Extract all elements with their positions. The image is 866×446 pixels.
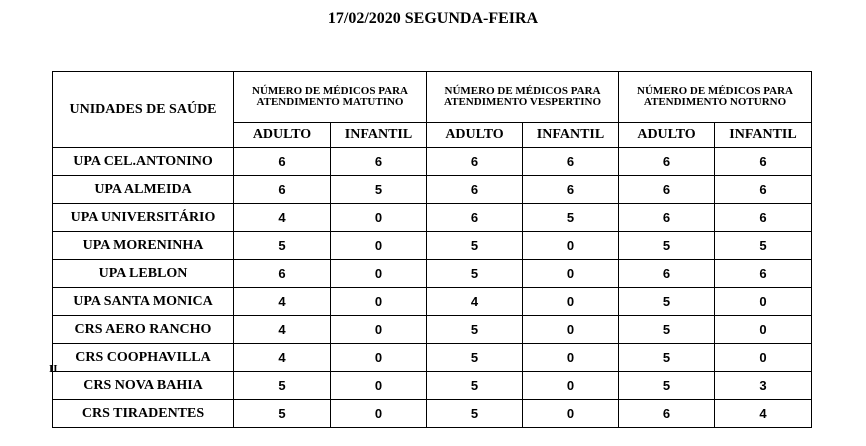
value-cell: 6 — [234, 148, 331, 176]
table-row — [53, 148, 812, 176]
value-cell: 6 — [234, 176, 331, 204]
unit-name: UPA SANTA MONICA — [53, 288, 234, 316]
value-cell: 6 — [234, 260, 331, 288]
value-cell: 5 — [523, 204, 619, 232]
table-row — [53, 400, 812, 428]
value-cell: 0 — [523, 232, 619, 260]
value-cell: 0 — [331, 232, 427, 260]
value-cell: 5 — [331, 176, 427, 204]
value-cell: 0 — [331, 372, 427, 400]
table-row — [53, 204, 812, 232]
value-cell: 4 — [715, 400, 812, 428]
value-cell: 5 — [427, 344, 523, 372]
unit-column-header: UNIDADES DE SAÚDE — [53, 72, 234, 148]
value-cell: 6 — [619, 148, 715, 176]
value-cell: 5 — [619, 372, 715, 400]
value-cell: 4 — [234, 204, 331, 232]
value-cell: 0 — [331, 204, 427, 232]
value-cell: 4 — [234, 316, 331, 344]
night-adult-header: ADULTO — [619, 123, 715, 148]
value-cell: 5 — [619, 288, 715, 316]
morning-group-header: NÚMERO DE MÉDICOS PARA ATENDIMENTO MATUTINO — [234, 72, 427, 123]
group-header-row — [53, 72, 812, 123]
value-cell: 5 — [619, 232, 715, 260]
unit-name: UPA UNIVERSITÁRIO — [53, 204, 234, 232]
value-cell: 5 — [234, 400, 331, 428]
value-cell: 6 — [715, 176, 812, 204]
morning-child-header: INFANTIL — [331, 123, 427, 148]
table-row — [53, 288, 812, 316]
table-row — [53, 372, 812, 400]
unit-name: CRS COOPHAVILLA — [75, 349, 211, 365]
value-cell: 5 — [619, 344, 715, 372]
value-cell: 0 — [523, 400, 619, 428]
unit-name: UPA LEBLON — [53, 260, 234, 288]
value-cell: 6 — [427, 148, 523, 176]
unit-name: UPA CEL.ANTONINO — [53, 148, 234, 176]
value-cell: 0 — [331, 344, 427, 372]
table-row — [53, 260, 812, 288]
value-cell: 6 — [715, 204, 812, 232]
value-cell: 0 — [715, 316, 812, 344]
value-cell: 5 — [427, 260, 523, 288]
value-cell: 0 — [523, 288, 619, 316]
unit-name: CRS NOVA BAHIA — [53, 372, 234, 400]
value-cell: 0 — [331, 288, 427, 316]
value-cell: 3 — [715, 372, 812, 400]
value-cell: 5 — [427, 316, 523, 344]
afternoon-child-header: INFANTIL — [523, 123, 619, 148]
value-cell: 0 — [715, 288, 812, 316]
value-cell: 5 — [234, 232, 331, 260]
unit-name-cell — [49, 344, 234, 375]
night-child-header: INFANTIL — [715, 123, 812, 148]
table-row — [53, 316, 812, 344]
morning-adult-header: ADULTO — [234, 123, 331, 148]
doctors-schedule-table — [49, 71, 812, 428]
value-cell: 5 — [715, 232, 812, 260]
value-cell: 4 — [234, 288, 331, 316]
value-cell: 0 — [331, 316, 427, 344]
unit-name-suffix: II — [49, 362, 58, 375]
unit-name: UPA ALMEIDA — [53, 176, 234, 204]
table-row — [53, 176, 812, 204]
afternoon-adult-header: ADULTO — [427, 123, 523, 148]
value-cell: 0 — [523, 260, 619, 288]
table-row — [53, 344, 812, 372]
value-cell: 6 — [619, 204, 715, 232]
value-cell: 4 — [234, 344, 331, 372]
value-cell: 6 — [331, 148, 427, 176]
value-cell: 0 — [715, 344, 812, 372]
value-cell: 0 — [523, 344, 619, 372]
value-cell: 6 — [427, 204, 523, 232]
page-title: 17/02/2020 SEGUNDA-FEIRA — [327, 10, 539, 27]
unit-name: CRS TIRADENTES — [53, 400, 234, 428]
value-cell: 0 — [523, 316, 619, 344]
value-cell: 6 — [523, 176, 619, 204]
value-cell: 4 — [427, 288, 523, 316]
value-cell: 6 — [427, 176, 523, 204]
value-cell: 6 — [619, 400, 715, 428]
value-cell: 5 — [427, 232, 523, 260]
value-cell: 6 — [715, 260, 812, 288]
value-cell: 5 — [619, 316, 715, 344]
table-body — [49, 148, 812, 428]
night-group-header: NÚMERO DE MÉDICOS PARA ATENDIMENTO NOTURNO — [619, 72, 812, 123]
value-cell: 5 — [427, 372, 523, 400]
value-cell: 5 — [427, 400, 523, 428]
value-cell: 0 — [331, 400, 427, 428]
afternoon-group-header: NÚMERO DE MÉDICOS PARA ATENDIMENTO VESPERTINO — [427, 72, 619, 123]
value-cell: 6 — [619, 176, 715, 204]
value-cell: 5 — [234, 372, 331, 400]
value-cell: 0 — [523, 372, 619, 400]
value-cell: 0 — [331, 260, 427, 288]
unit-name-wrap — [49, 349, 233, 375]
value-cell: 6 — [619, 260, 715, 288]
unit-name: UPA MORENINHA — [53, 232, 234, 260]
value-cell: 6 — [523, 148, 619, 176]
value-cell: 6 — [715, 148, 812, 176]
unit-name: CRS AERO RANCHO — [53, 316, 234, 344]
table-row — [53, 232, 812, 260]
